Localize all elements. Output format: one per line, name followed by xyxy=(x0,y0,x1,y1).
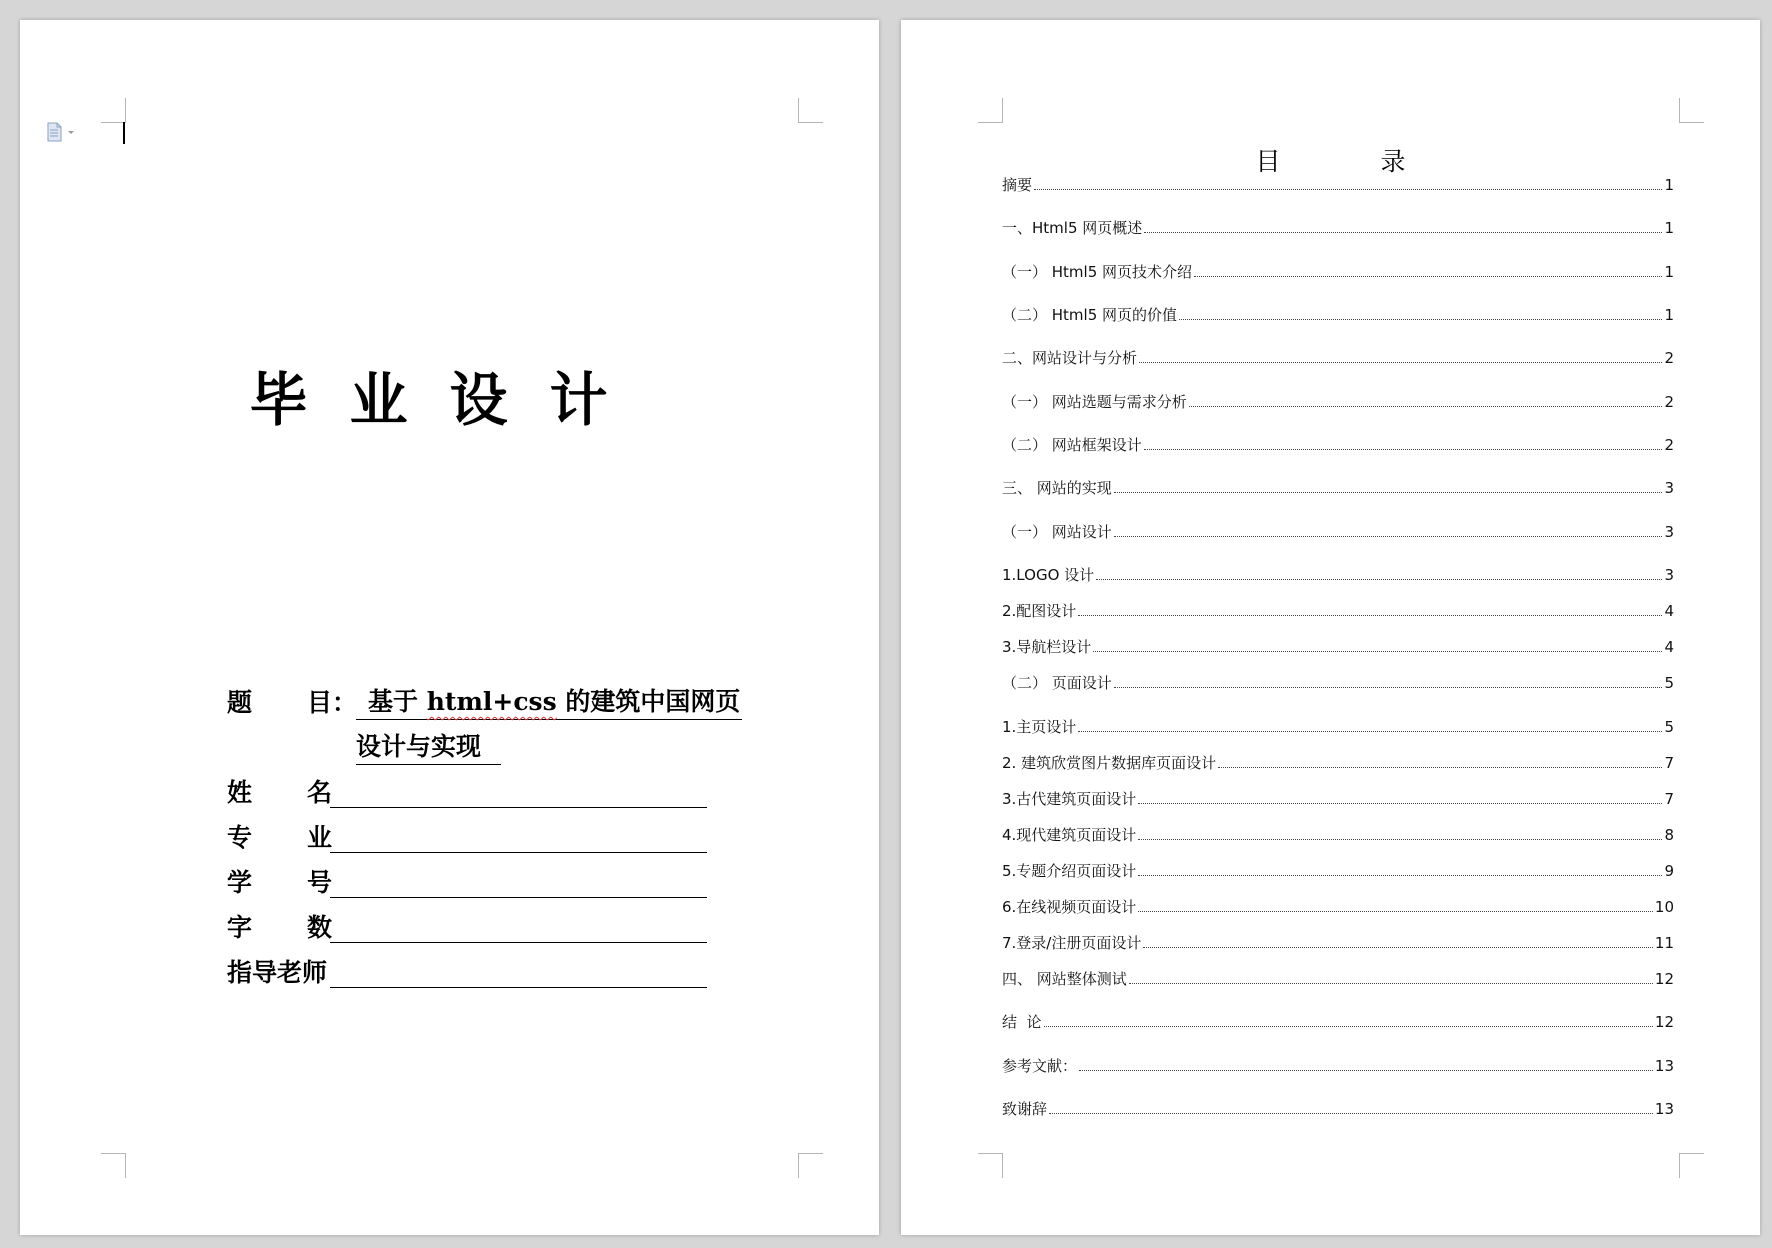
toc-entry[interactable] xyxy=(1002,786,1674,808)
toc-entry-text: （一） Html5 网页技术介绍 xyxy=(1002,263,1193,281)
toc-entry[interactable] xyxy=(1002,1096,1674,1118)
toc-entry[interactable] xyxy=(1002,1009,1674,1031)
toc-entry-text: 4.现代建筑页面设计 xyxy=(1002,826,1137,844)
toc-entry[interactable] xyxy=(1002,519,1674,541)
form-row-major xyxy=(227,820,747,856)
toc-dot-leader xyxy=(1093,650,1662,652)
cover-title xyxy=(20,353,879,437)
toc-entry-text: （一） 网站选题与需求分析 xyxy=(1002,393,1187,411)
topic-text: 基于 xyxy=(368,687,427,716)
toc-dot-leader xyxy=(1144,448,1663,450)
toc-page-number: 7 xyxy=(1664,790,1674,808)
cover-title-char: 毕 xyxy=(249,366,350,434)
form-row-word-count xyxy=(227,910,747,946)
toc-entry-text: 3.导航栏设计 xyxy=(1002,638,1092,656)
text-cursor xyxy=(123,122,125,144)
toc-entry-text: 2.配图设计 xyxy=(1002,602,1077,620)
toc-dot-leader xyxy=(1114,535,1663,537)
toc-page-number: 1 xyxy=(1664,306,1674,324)
toc-entry-text: 结 论 xyxy=(1002,1013,1042,1031)
toc-dot-leader xyxy=(1114,491,1663,493)
topic-line-1[interactable] xyxy=(356,685,742,720)
form-label: 字 xyxy=(227,913,253,942)
form-label: 数 xyxy=(307,913,333,942)
word-count-field[interactable] xyxy=(330,942,707,943)
toc-page-number: 1 xyxy=(1664,263,1674,281)
toc-page xyxy=(901,20,1760,1235)
crop-mark-top-right xyxy=(798,98,823,123)
toc-entry[interactable] xyxy=(1002,172,1674,194)
form-label: 姓 xyxy=(227,778,253,807)
toc-entry-text: 6.在线视频页面设计 xyxy=(1002,898,1137,916)
toc-entry[interactable] xyxy=(1002,858,1674,880)
toc-page-number: 3 xyxy=(1664,523,1674,541)
toc-entry[interactable] xyxy=(1002,345,1674,367)
toc-dot-leader xyxy=(1078,730,1662,732)
crop-mark-bottom-left xyxy=(101,1153,126,1178)
toc-page-number: 12 xyxy=(1654,1013,1674,1031)
toc-entry[interactable] xyxy=(1002,302,1674,324)
toc-dot-leader xyxy=(1179,318,1662,320)
topic-line-2[interactable] xyxy=(356,730,501,765)
topic-text: 设计与实现 xyxy=(356,732,482,761)
cover-title-char: 计 xyxy=(549,366,650,434)
form-label: 号 xyxy=(307,868,333,897)
toc-page-number: 4 xyxy=(1664,638,1674,656)
cover-title-char: 设 xyxy=(449,366,550,434)
toc-title-char: 录 xyxy=(1380,147,1406,176)
name-field[interactable] xyxy=(330,807,707,808)
toc-entry[interactable] xyxy=(1002,930,1674,952)
student-id-field[interactable] xyxy=(330,897,707,898)
crop-mark-top-right xyxy=(1679,98,1704,123)
toc-entry-text: 2. 建筑欣赏图片数据库页面设计 xyxy=(1002,754,1217,772)
form-row-advisor xyxy=(227,955,747,991)
toc-entry-text: （二） 网站框架设计 xyxy=(1002,436,1142,454)
toc-entry-text: 5.专题介绍页面设计 xyxy=(1002,862,1137,880)
toc-entry[interactable] xyxy=(1002,894,1674,916)
form-label: 名 xyxy=(307,778,333,807)
toc-entry[interactable] xyxy=(1002,389,1674,411)
form-label: 业 xyxy=(307,823,333,852)
toc-dot-leader xyxy=(1049,1112,1653,1114)
form-label: 学 xyxy=(227,868,253,897)
toc-page-number: 1 xyxy=(1664,219,1674,237)
document-options-icon[interactable] xyxy=(46,122,80,142)
toc-entry-text: 参考文献： xyxy=(1002,1057,1078,1075)
toc-entry-text: （二） Html5 网页的价值 xyxy=(1002,306,1178,324)
toc-page-number: 2 xyxy=(1664,393,1674,411)
toc-entry[interactable] xyxy=(1002,432,1674,454)
form-label: 题 xyxy=(227,688,253,717)
toc-entry-text: 1.LOGO 设计 xyxy=(1002,566,1095,584)
toc-entry-text: 四、 网站整体测试 xyxy=(1002,970,1127,988)
toc-entry-text: 摘要 xyxy=(1002,176,1033,194)
major-field[interactable] xyxy=(330,852,707,853)
toc-page-number: 13 xyxy=(1654,1057,1674,1075)
toc-entry[interactable] xyxy=(1002,215,1674,237)
toc-entry-text: 致谢辞 xyxy=(1002,1100,1048,1118)
toc-entry-text: （二） 页面设计 xyxy=(1002,674,1112,692)
toc-page-number: 3 xyxy=(1664,566,1674,584)
toc-page-number: 11 xyxy=(1654,934,1674,952)
toc-entry[interactable] xyxy=(1002,670,1674,692)
toc-page-number: 13 xyxy=(1654,1100,1674,1118)
toc-page-number: 3 xyxy=(1664,479,1674,497)
toc-dot-leader xyxy=(1096,578,1662,580)
toc-dot-leader xyxy=(1143,946,1653,948)
toc-entry-text: 3.古代建筑页面设计 xyxy=(1002,790,1137,808)
toc-entry[interactable] xyxy=(1002,475,1674,497)
crop-mark-bottom-left xyxy=(978,1153,1003,1178)
toc-dot-leader xyxy=(1129,982,1653,984)
toc-page-number: 9 xyxy=(1664,862,1674,880)
toc-dot-leader xyxy=(1034,188,1662,190)
toc-entry[interactable] xyxy=(1002,822,1674,844)
toc-dot-leader xyxy=(1144,231,1662,233)
toc-page-number: 5 xyxy=(1664,674,1674,692)
toc-page-number: 7 xyxy=(1664,754,1674,772)
crop-mark-top-left xyxy=(101,98,126,123)
toc-entry-text: 三、 网站的实现 xyxy=(1002,479,1112,497)
toc-dot-leader xyxy=(1138,838,1662,840)
form-label: 目： xyxy=(307,688,358,717)
toc-page-number: 12 xyxy=(1654,970,1674,988)
toc-dot-leader xyxy=(1138,874,1662,876)
toc-page-number: 1 xyxy=(1664,176,1674,194)
toc-dot-leader xyxy=(1139,361,1662,363)
toc-entry-text: 二、网站设计与分析 xyxy=(1002,349,1138,367)
toc-title-char: 目 xyxy=(1255,147,1281,176)
topic-text-spellcheck: html+css xyxy=(426,687,557,716)
toc-entry[interactable] xyxy=(1002,1053,1674,1075)
toc-dot-leader xyxy=(1218,766,1662,768)
toc-dot-leader xyxy=(1044,1025,1653,1027)
cover-title-char: 业 xyxy=(349,366,450,434)
toc-page-number: 4 xyxy=(1664,602,1674,620)
toc-entry[interactable] xyxy=(1002,259,1674,281)
toc-dot-leader xyxy=(1138,802,1662,804)
crop-mark-top-left xyxy=(978,98,1003,123)
toc-entry-text: （一） 网站设计 xyxy=(1002,523,1112,541)
toc-dot-leader xyxy=(1194,275,1662,277)
form-label: 专 xyxy=(227,823,253,852)
crop-mark-bottom-right xyxy=(798,1153,823,1178)
form-label: 指导老师 xyxy=(227,958,328,987)
cover-page xyxy=(20,20,879,1235)
toc-dot-leader xyxy=(1114,686,1663,688)
form-row-student-id xyxy=(227,865,747,901)
toc-dot-leader xyxy=(1079,1069,1653,1071)
toc-entry[interactable] xyxy=(1002,562,1674,584)
topic-text: 的建筑中国网页 xyxy=(556,687,741,716)
crop-mark-bottom-right xyxy=(1679,1153,1704,1178)
toc-entry-text: 7.登录/注册页面设计 xyxy=(1002,934,1142,952)
toc-entry[interactable] xyxy=(1002,634,1674,656)
toc-page-number: 10 xyxy=(1654,898,1674,916)
toc-entry-text: 一、Html5 网页概述 xyxy=(1002,219,1143,237)
toc-page-number: 2 xyxy=(1664,349,1674,367)
toc-dot-leader xyxy=(1078,614,1662,616)
form-row-name xyxy=(227,775,747,811)
toc-page-number: 8 xyxy=(1664,826,1674,844)
toc-entry[interactable] xyxy=(1002,714,1674,736)
toc-entry[interactable] xyxy=(1002,750,1674,772)
toc-dot-leader xyxy=(1138,910,1653,912)
toc-dot-leader xyxy=(1189,405,1663,407)
toc-page-number: 5 xyxy=(1664,718,1674,736)
toc-entry-text: 1.主页设计 xyxy=(1002,718,1077,736)
toc-entry[interactable] xyxy=(1002,598,1674,620)
advisor-field[interactable] xyxy=(330,987,707,988)
toc-entry[interactable] xyxy=(1002,966,1674,988)
toc-page-number: 2 xyxy=(1664,436,1674,454)
